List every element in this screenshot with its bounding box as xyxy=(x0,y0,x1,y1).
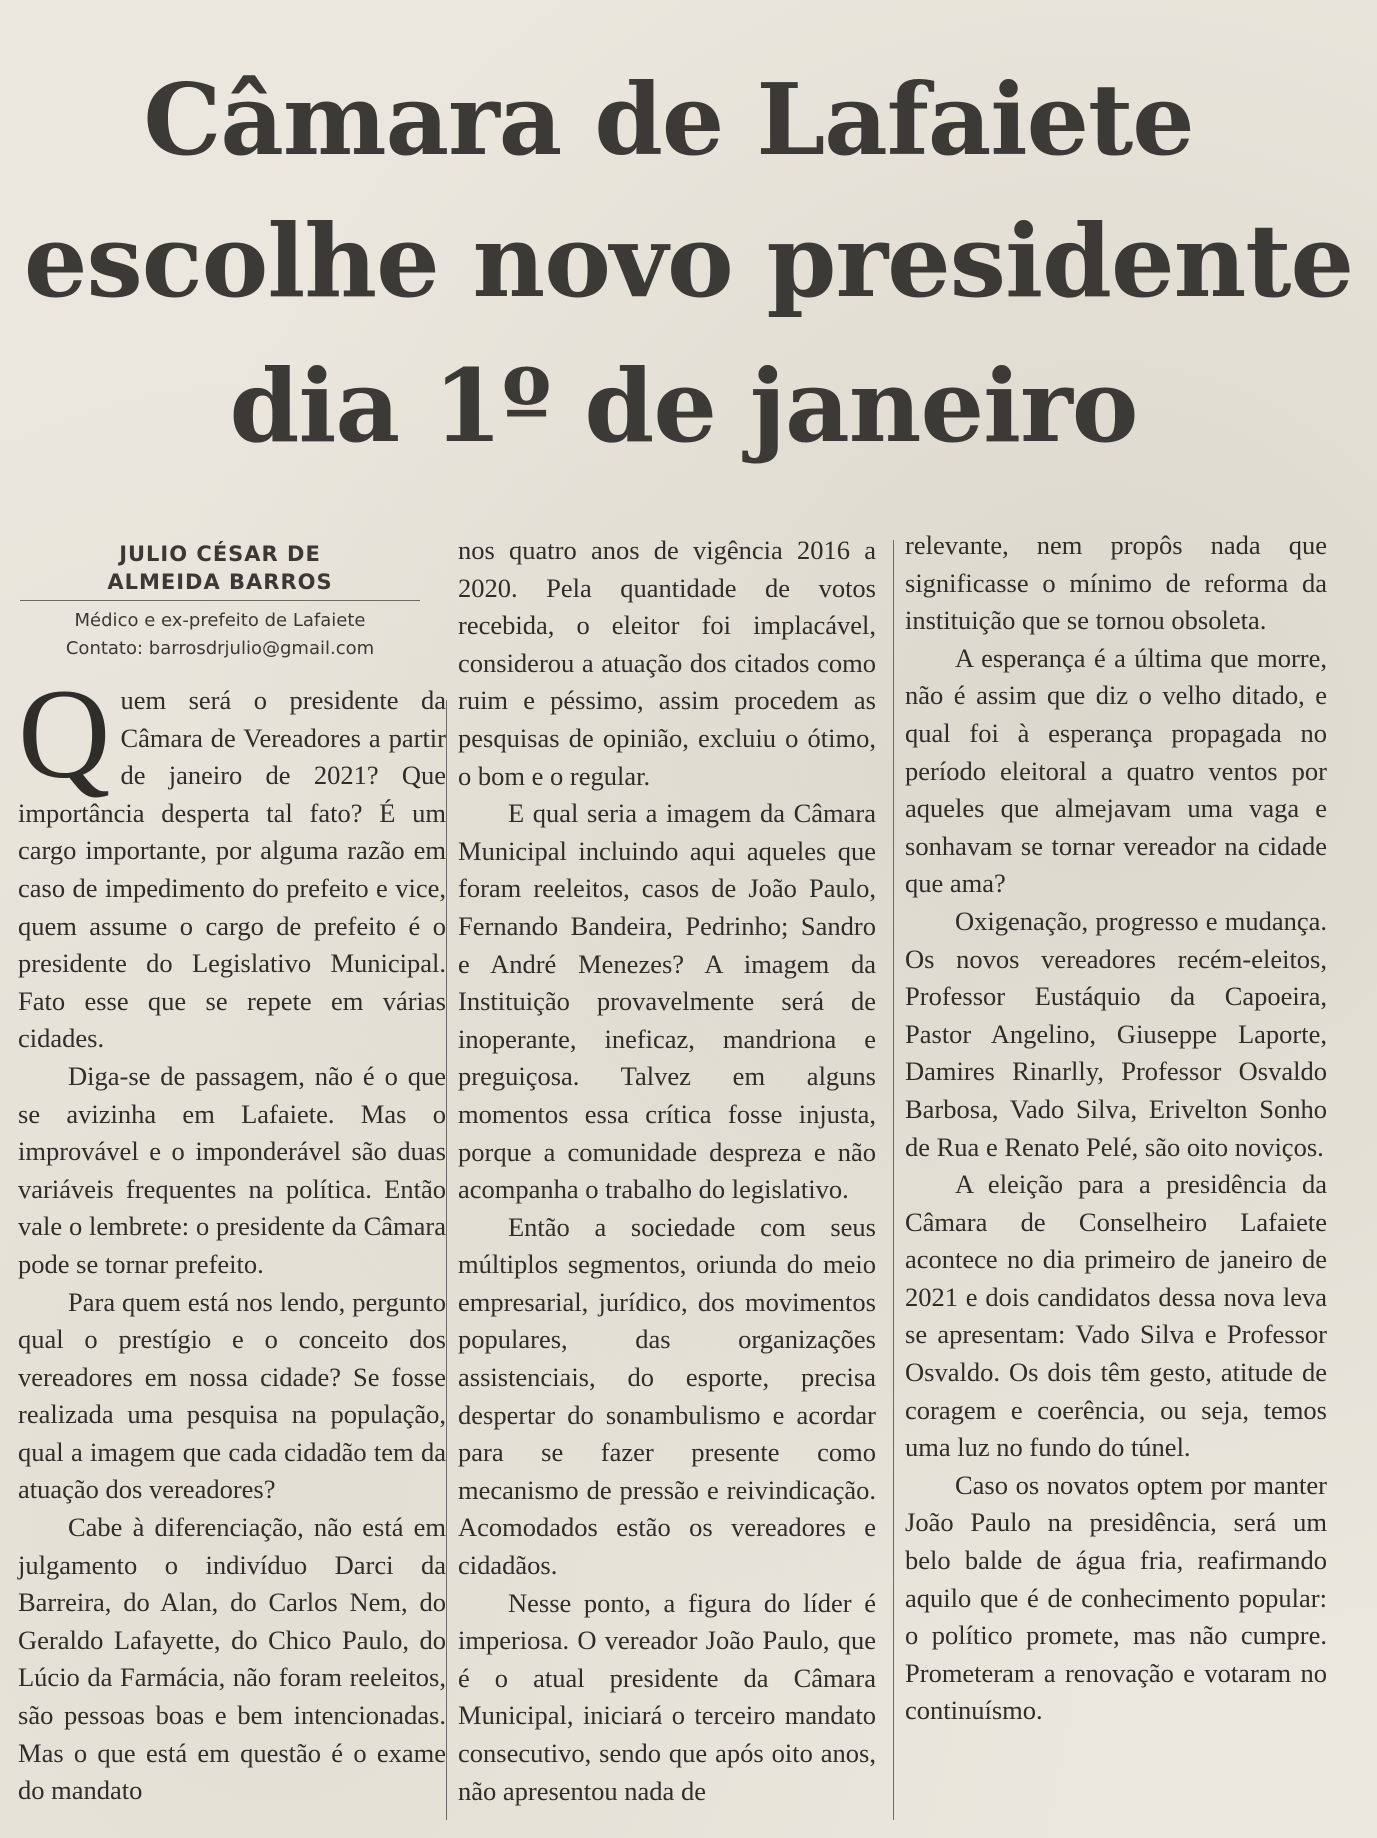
article-paragraph: Cabe à diferenciação, não está em julgamento o indivíduo Darci da Barreira, do Alan, do Carlos Nem, do Geraldo Lafayette, do Chico Paulo, do Lúcio da Farmácia, não foram reeleitos, são pessoas boas e bem intencionadas. Mas o que está em questão é o exame do mandato xyxy=(18,1512,446,1806)
article-paragraph: Para quem está nos lendo, pergunto qual o prestígio e o conceito dos vereadores em nossa cidade? Se fosse realizada uma pesquisa na população, qual a imagem que cada cidadão tem da atuação dos vereadores? xyxy=(18,1286,446,1505)
headline-line-1: Câmara de Lafaiete xyxy=(143,63,1194,179)
article-paragraph: A esperança é a última que morre, não é assim que diz o velho ditado, e qual foi à esperança propagada no período eleitoral a quatro ventos por aqueles que almejavam uma vaga e sonhavam se tornar vereador na cidade que ama? xyxy=(905,642,1327,899)
article-paragraph: Então a sociedade com seus múltiplos segmentos, oriunda do meio empresarial, jurídico, dos movimentos populares, das organizações assistenciais, do esporte, precisa despertar do sonambulismo e acordar para se fazer presente como mecanismo de pressão e reivindicação. Acomodados estão os vereadores e cidadãos. xyxy=(458,1211,876,1581)
byline xyxy=(20,540,420,663)
headline-line-3: dia 1º de janeiro xyxy=(229,347,1138,466)
headline xyxy=(0,51,1377,481)
article-paragraph: E qual seria a imagem da Câmara Municipal incluindo aqui aqueles que foram reeleitos, casos de João Paulo, Fernando Bandeira, Pedrinho; Sandro e André Menezes? A imagem da Instituição provavelmente será de inoperante, ineficaz, mandriona e preguiçosa. Talvez em alguns momentos essa crítica fosse injusta, porque a comunidade despreza e não acompanha o trabalho do legislativo. xyxy=(458,798,876,1205)
article-paragraph: relevante, nem propôs nada que significasse o mínimo de reforma da instituição que se tornou obsoleta. xyxy=(905,530,1327,636)
author-contact: Contato: barrosdrjulio@gmail.com xyxy=(65,638,375,659)
article-paragraph: Oxigenação, progresso e mudança. Os novos vereadores recém-eleitos, Professor Eustáquio da Capoeira, Pastor Angelino, Giuseppe Laporte, Damires Rinarlly, Professor Osvaldo Barbosa, Vado Silva, Erivelton Sonho de Rua e Renato Pelé, são oito noviços. xyxy=(905,905,1327,1162)
article-column-2 xyxy=(458,532,876,1810)
article-column-1 xyxy=(18,663,446,1810)
article-paragraph: A eleição para a presidência da Câmara de Conselheiro Lafaiete acontece no dia primeiro de janeiro de 2021 e dois candidatos dessa nova leva se apresentam: Vado Silva e Professor Osvaldo. Os dois têm gesto, atitude de coragem e coerência, ou seja, temos uma luz no fundo do túnel. xyxy=(905,1169,1327,1463)
author-bio: Médico e ex-prefeito de Lafaiete xyxy=(74,610,366,631)
article-paragraph: Nesse ponto, a figura do líder é imperiosa. O vereador João Paulo, que é o atual presidente da Câmara Municipal, iniciará o terceiro mandato consecutivo, sendo que após oito anos, não apresentou nada de xyxy=(458,1587,876,1806)
drop-cap: Q xyxy=(18,663,111,805)
paragraph-text: uem será o presidente da Câmara de Vereadores a partir de janeiro de 2021? Que importância desperta tal fato? É um cargo importante, por alguma razão em caso de impedimento do prefeito e vice, quem assume o cargo de prefeito é o presidente do Legislativo Municipal. Fato esse que se repete em várias cidades. xyxy=(18,685,446,1054)
article-paragraph xyxy=(18,663,446,1058)
article-paragraph: Diga-se de passagem, não é o que se avizinha em Lafaiete. Mas o improvável e o imponderável são duas variáveis frequentes na política. Então vale o lembrete: o presidente da Câmara pode se tornar prefeito. xyxy=(18,1060,446,1279)
headline-line-2: escolhe novo presidente xyxy=(23,202,1354,321)
article-column-3 xyxy=(905,527,1327,1730)
article-paragraph: nos quatro anos de vigência 2016 a 2020. Pela quantidade de votos recebida, o eleitor foi implacável, considerou a atuação dos citados como ruim e péssimo, assim procedem as pesquisas de opinião, excluiu o ótimo, o bom e o regular. xyxy=(458,535,876,791)
column-divider xyxy=(446,700,447,1820)
author-name-line-2: ALMEIDA BARROS xyxy=(107,570,333,594)
column-divider xyxy=(893,540,894,1820)
author-name-line-1: JULIO CÉSAR DE xyxy=(119,542,321,566)
byline-divider xyxy=(20,600,420,601)
article-paragraph: Caso os novatos optem por manter João Paulo na presidência, será um belo balde de água fria, reafirmando aquilo que é de conhecimento popular: o político promete, mas não cumpre. Prometeram a renovação e votaram no continuísmo. xyxy=(905,1469,1327,1726)
